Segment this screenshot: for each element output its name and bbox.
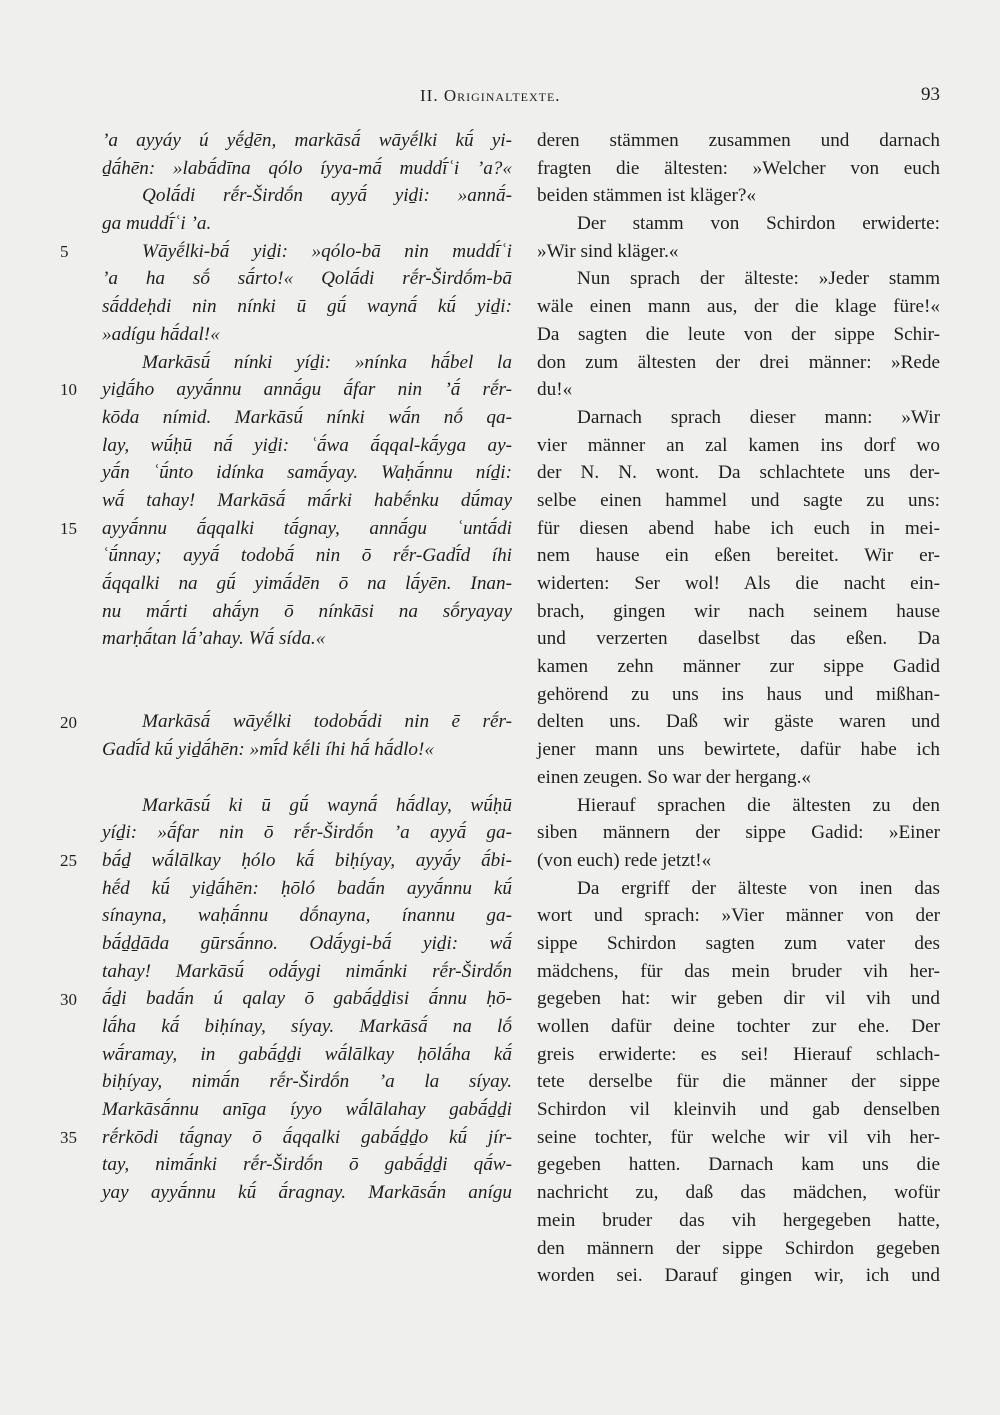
left-line: Gadī́d kū́ yiḏā́hēn: »mī́d kḗli íhi hā́ hā́dlo!« [102,739,434,761]
right-line: mädchens, für das mein bruder vih her- [537,960,940,982]
left-line: Qolā́di rḗr-Širdṓn ayyā́ yiḏi: »annā́- [142,185,512,207]
left-line: ’a ha sṓ sā́rto!« Qolā́di rḗr-Širdṓm-bā [102,268,512,290]
right-line: und verzerten daselbst das eßen. Da [537,628,940,650]
left-line: sā́ddeḥdi nin nínki ū gū́ waynā́ kū́ yiḏi: [102,296,512,318]
line-number: 20 [60,712,77,732]
left-line: biḥíyay, nimā́n rḗr-Širdṓn ’a la síyay. [102,1071,512,1093]
left-line: ʿū́nnay; ayyā́ todobā́ nin ō rḗr-Gadī́d íhi [102,545,512,567]
left-line: ayyā́nnu ā́qqalki tā́gnay, annā́gu ʿuntā́di [102,517,512,539]
left-line: Markāsū́ nínki yíḏi: »nínka hā́bel la [142,351,512,373]
right-line: der N. N. wont. Da schlachtete uns der- [537,462,940,484]
left-line: Markāsā́ wāyḗlki todobā́di nin ē rḗr- [142,711,512,733]
left-line [102,764,512,792]
right-line: worden sei. Darauf gingen wir, ich und [537,1265,940,1287]
right-line: für diesen abend habe ich euch in mei- [537,517,940,539]
left-line: nu mā́rti ahā́yn ō nínkāsi na sṓryayay [102,600,512,622]
line-number: 15 [60,518,77,538]
right-line: gegeben hat: wir geben dir vil vih und [537,988,940,1010]
right-line: den männern der sippe Schirdon gegeben [537,1237,940,1259]
right-line: tete derselbe für die männer der sippe [537,1071,940,1093]
left-line: yay ayyā́nnu kū́ ā́ragnay. Markāsā́n anígu [102,1182,512,1204]
right-line: deren stämmen zusammen und darnach [537,130,940,151]
right-line: don zum ältesten der drei männer: »Rede [537,351,940,373]
right-line: mein bruder das vih hergegeben hatte, [537,1209,940,1231]
left-line: yíḏi: »ā́far nin ō rḗr-Širdṓn ’a ayyā́ ga- [102,822,512,844]
left-line: wā́ramay, in gabā́ḏḏi wā́lālkay ḥōlā́ha kā́ [102,1043,512,1065]
left-line: tay, nimā́nki rḗr-Širdṓn ō gabā́ḏḏi qā́w- [102,1154,512,1176]
right-line: fragten die ältesten: »Welcher von euch [537,157,940,179]
page-number: 93 [921,84,940,105]
right-line: wort und sprach: »Vier männer von der [537,905,940,927]
right-line: nachricht zu, daß das mädchen, wofür [537,1182,940,1204]
right-line: vier männer an zal kamen ins dorf wo [537,434,940,456]
left-line: Markāsā́nnu anīga íyyo wā́lālahay gabā́ḏḏi [102,1099,512,1121]
right-line: sippe Schirdon sagten zum vater des [537,932,940,954]
left-line: ’a ayyáy ú yḗḏēn, markāsā́ wāyḗlki kū́ yi- [102,130,512,151]
left-line: Wāyḗlki-bā́ yiḏi: »qólo-bā nin muddī́ʿi [142,240,512,262]
right-line: brach, gingen wir nach seinem hause [537,600,940,622]
left-line: rḗrkōdi tā́gnay ō ā́qqalki gabā́ḏḏo kū́ jír- [102,1126,512,1148]
left-line: kōda nímid. Markāsū́ nínki wā́n nṓ qa- [102,406,512,428]
right-line: wäle einen mann aus, der die klage füre!« [537,296,940,318]
left-line: ḏā́hēn: »labā́dīna qólo íyya-mā́ muddī́ʿi ’a?« [102,157,512,179]
left-line: »adígu hā́dal!« [102,323,220,345]
left-line: bā́ḏḏāda gūrsā́nno. Odā́ygi-bā́ yiḏi: wā́ [102,932,512,954]
right-line: Hierauf sprachen die ältesten zu den [577,794,940,816]
left-line: wā́ tahay! Markāsā́ mā́rki habḗnku dū́may [102,489,512,511]
right-line: (von euch) rede jetzt!« [537,849,712,871]
right-line: Da sagten die leute von der sippe Schir- [537,323,940,345]
line-number: 5 [60,241,69,261]
right-line: Nun sprach der älteste: »Jeder stamm [577,268,940,290]
right-line: kamen zehn männer zur sippe Gadid [537,656,940,678]
right-line: Schirdon vil kleinvih und gab denselben [537,1099,940,1121]
running-header: II. Originaltexte. [420,86,561,105]
left-line: marḥā́tan lā́’ahay. Wā́ sída.« [102,628,326,650]
right-line: widerten: Ser wol! Als die nacht ein- [537,573,940,594]
left-line: lay, wū́ḥū nā́ yiḏi: ʿā́wa ā́qqal-kā́yga ay- [102,434,512,456]
right-line: Da ergriff der älteste von inen das [577,877,940,899]
left-line [102,653,512,681]
right-line: du!« [537,379,573,401]
left-line: Markāsū́ ki ū gū́ waynā́ hā́dlay, wū́ḥū [142,794,512,816]
right-line: einen zeugen. So war der hergang.« [537,766,812,788]
german-translation-column [537,127,940,1290]
left-line: tahay! Markāsū́ odā́ygi nimā́nki rḗr-Širdṓn [102,960,512,982]
left-line: ā́qqalki na gū́ yimā́dēn ō na lā́yēn. Inan- [102,573,512,594]
right-line: greis erwiderte: es sei! Hierauf schlach- [537,1043,940,1065]
left-line: yiḏā́ho ayyā́nnu annā́gu ā́far nin ’ā́ rḗr- [102,379,512,401]
right-line: gehörend zu uns ins haus und mißhan- [537,683,940,705]
right-line: gegeben hatten. Darnach kam uns die [537,1154,940,1176]
left-line: bā́ḏ wā́lālkay ḥólo kā́ biḥíyay, ayyā́y ā́bi- [102,849,512,871]
right-line: beiden stämmen ist kläger?« [537,185,756,207]
left-line: ga muddī́ʿi ’a. [102,213,212,235]
left-line [102,681,512,709]
right-line: wollen dafür deine tochter zur ehe. Der [537,1016,940,1037]
right-line: Der stamm von Schirdon erwiderte: [577,213,940,235]
line-number: 10 [60,380,77,400]
right-line: seine tochter, für welche wir vil vih her- [537,1126,940,1148]
left-line: ā́ḏi badā́n ú qalay ō gabā́ḏḏisi ā́nnu ḥō- [102,988,512,1010]
right-line: »Wir sind kläger.« [537,240,679,262]
right-line: nem hause ein eßen bereitet. Wir er- [537,545,940,567]
right-line: jener mann uns bewirtete, dafür habe ich [537,739,940,761]
left-line: sínayna, waḥā́nnu dṓnayna, ínannu ga- [102,905,512,927]
line-number: 30 [60,989,77,1009]
right-line: Darnach sprach dieser mann: »Wir [577,406,940,428]
somali-text-column [102,127,512,1207]
left-line: yā́n ʿū́nto idínka samā́yay. Waḥā́nnu níḏi: [102,462,512,484]
right-line: delten uns. Daß wir gäste waren und [537,711,940,733]
left-line: lā́ha kā́ biḥínay, síyay. Markāsā́ na lṓ [102,1016,512,1037]
left-line: hḗd kū́ yiḏā́hēn: ḥōló badā́n ayyā́nnu kū́ [102,877,512,899]
right-line: selbe einen hammel und sagte zu uns: [537,489,940,511]
right-line: siben männern der sippe Gadid: »Einer [537,822,940,844]
line-number: 35 [60,1128,77,1148]
line-number: 25 [60,851,77,871]
